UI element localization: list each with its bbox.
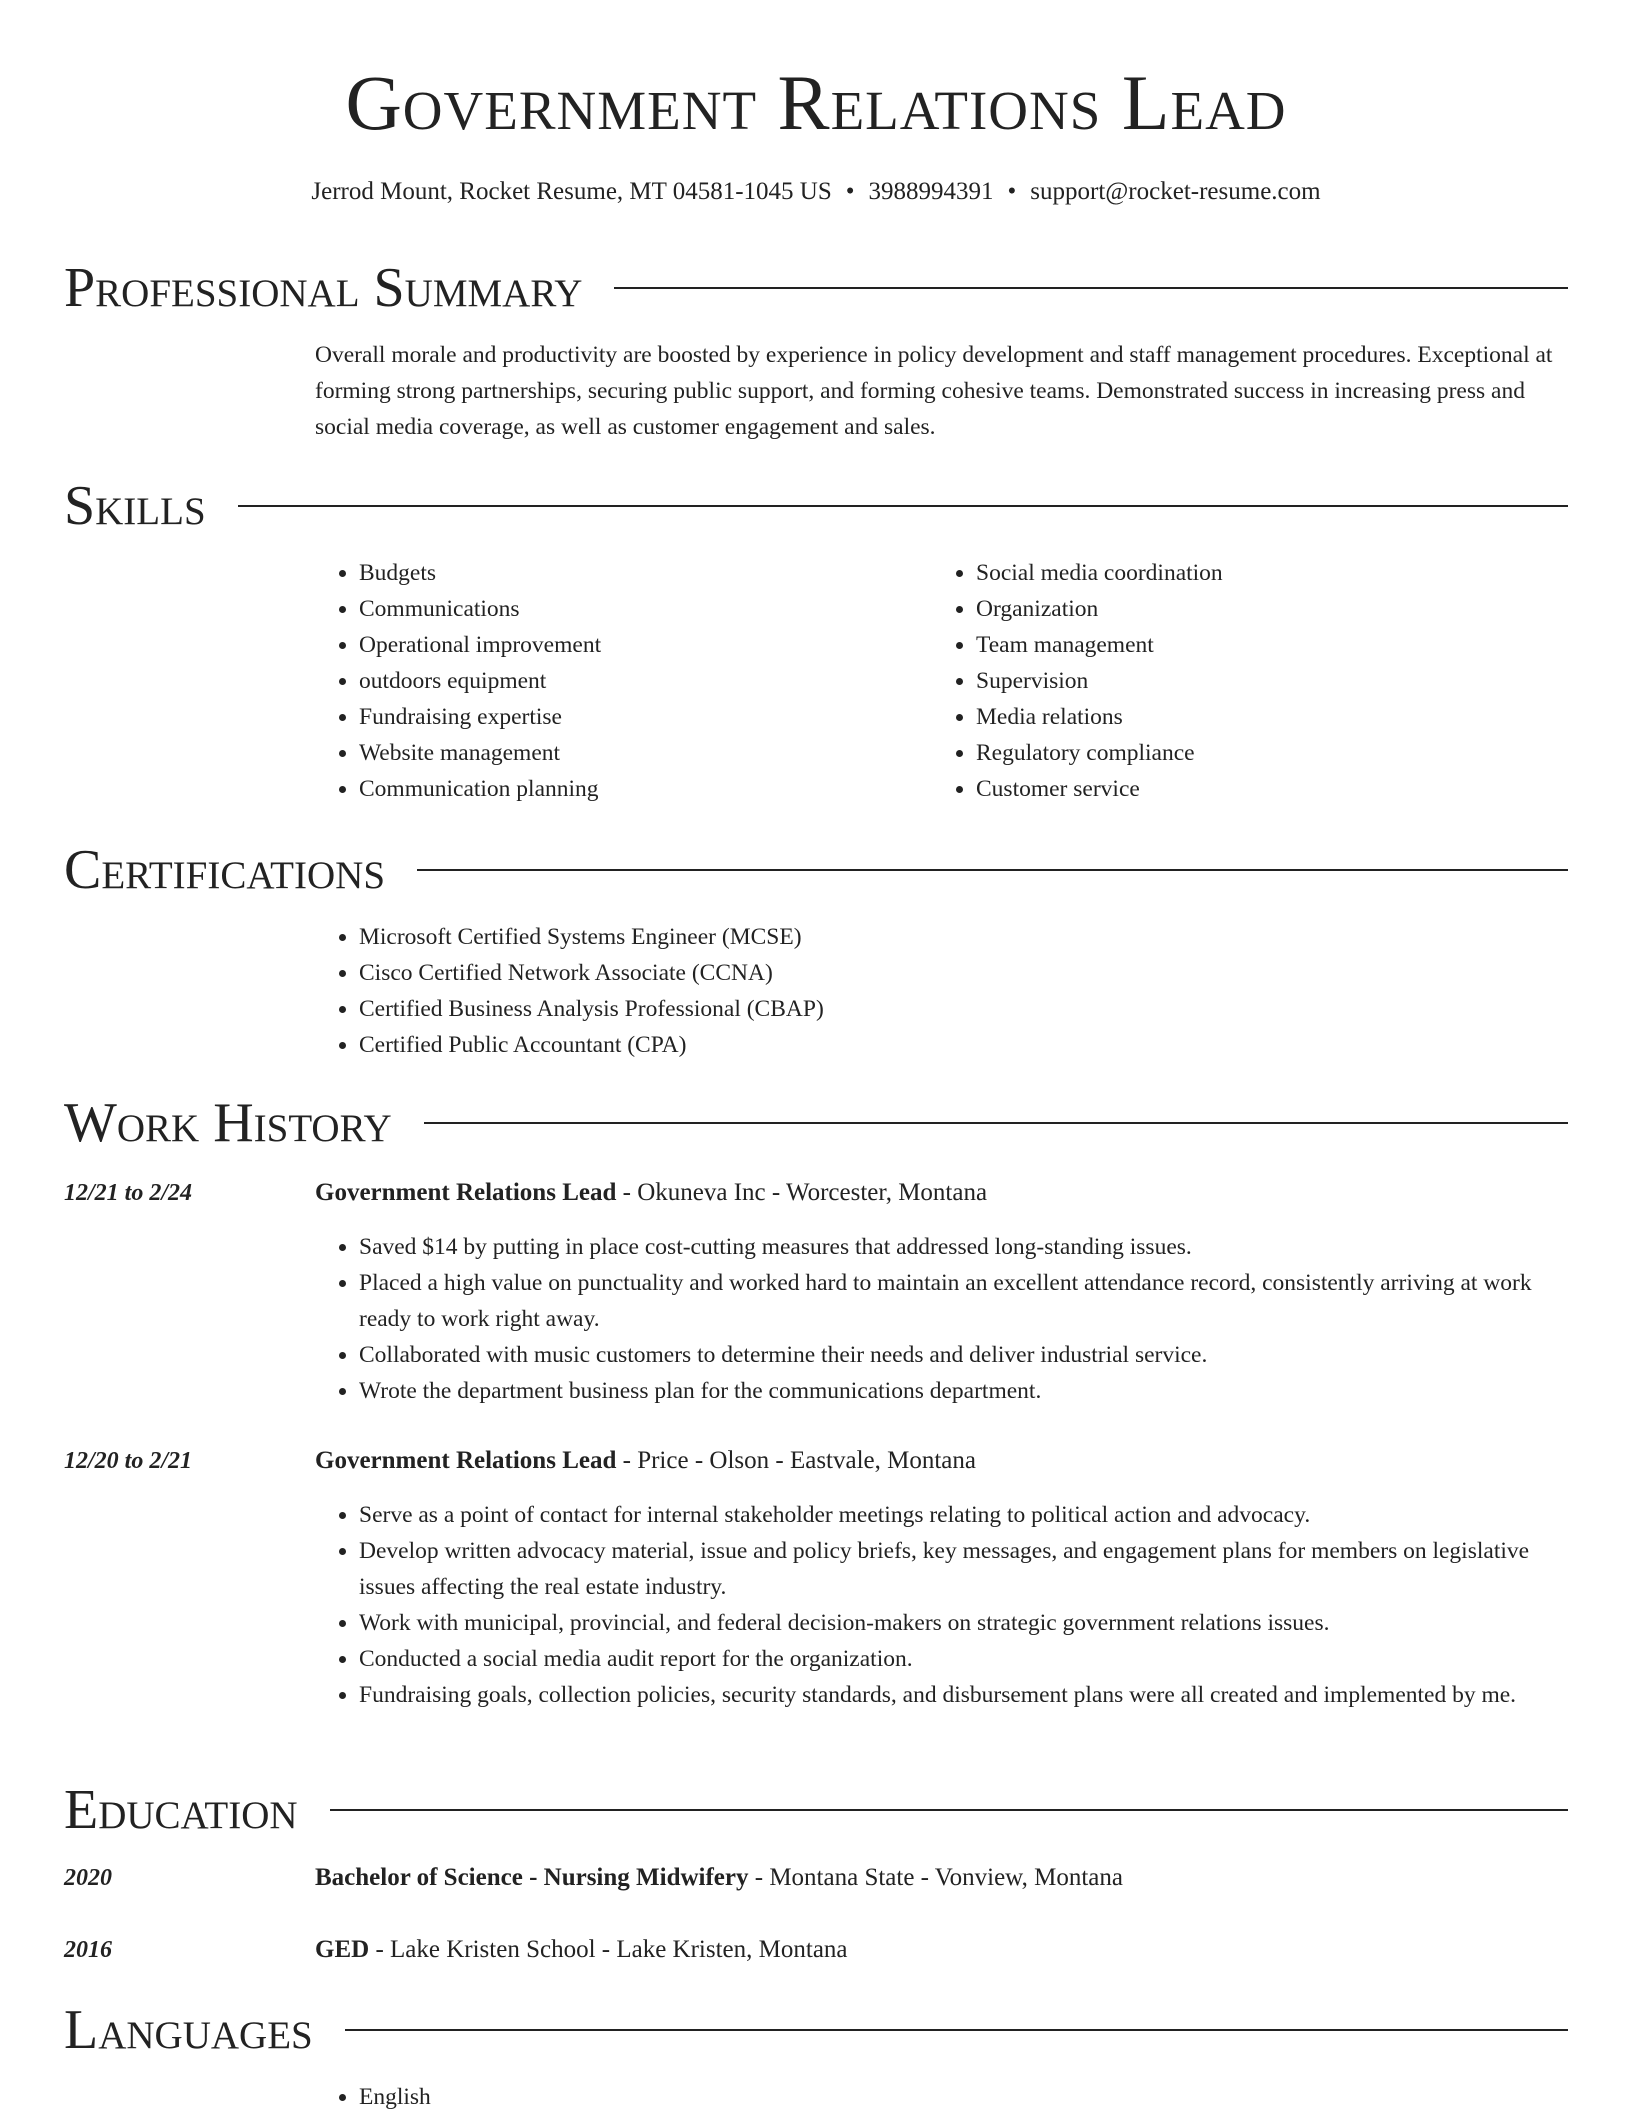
list-item: • Collaborated with music customers to determine their needs and deliver industrial service. [359,1337,1570,1373]
contact-email: support@rocket-resume.com [1030,178,1321,205]
skills-list [315,555,1570,807]
list-item: • Wrote the department business plan for the communications department. [359,1373,1570,1409]
summary-text: Overall morale and productivity are boosted by experience in policy development and staff management procedures. Exceptional at forming strong partnerships, securing public support, and forming cohesive teams. Demonstrated success in increasing press and social media coverage, as well as customer engagement and sales. [315,342,1553,440]
section-title: Skills [64,475,206,537]
list-item: • Website management [359,735,932,771]
list-item: • Budgets [359,555,932,591]
job-title: Government Relations Lead [315,1447,617,1474]
job-company: - Okuneva Inc - Worcester, Montana [622,1179,988,1206]
section-divider [417,869,1568,871]
job-bullets [315,1497,1570,1713]
job-title-line [315,1175,987,1211]
list-item: • Social media coordination [976,555,1549,591]
list-item: • Certified Public Accountant (CPA) [359,1027,1570,1063]
list-item: • Fundraising expertise [359,699,932,735]
education-school: - Montana State - Vonview, Montana [754,1864,1123,1891]
skills-column-left [315,555,932,807]
education-year: 2020 [64,1865,112,1891]
list-item: • Supervision [976,663,1549,699]
section-divider [345,2029,1568,2031]
section-header-work-history [64,1088,1568,1158]
section-header-summary [64,253,1568,323]
section-title: Professional Summary [64,257,583,319]
list-item: • Communications [359,591,932,627]
list-item: • outdoors equipment [359,663,932,699]
job-title-line [315,1443,976,1479]
list-item: • Customer service [976,771,1549,807]
job-dates: 12/21 to 2/24 [64,1180,193,1206]
section-header-education [64,1775,1568,1845]
list-item: • Fundraising goals, collection policies, security standards, and disbursement plans were all created and implemented by me. [359,1677,1570,1713]
list-item: • Develop written advocacy material, issue and policy briefs, key messages, and engagement plans for members on legislative issues affecting the real estate industry. [359,1533,1570,1605]
list-item: • Communication planning [359,771,932,807]
list-item: • Saved $14 by putting in place cost-cutting measures that addressed long-standing issues. [359,1229,1570,1265]
list-item: • Conducted a social media audit report for the organization. [359,1641,1570,1677]
job-bullets [315,1229,1570,1409]
education-entry [315,1860,1123,1896]
languages-list [315,2079,1570,2115]
list-item: • Regulatory compliance [976,735,1549,771]
education-degree: GED [315,1936,370,1963]
list-item: • Organization [976,591,1549,627]
list-item: • Operational improvement [359,627,932,663]
contact-separator: • [1007,178,1017,205]
section-divider [238,505,1568,507]
education-degree: Bachelor of Science - Nursing Midwifery [315,1864,749,1891]
list-item: • Certified Business Analysis Professional (CBAP) [359,991,1570,1027]
section-divider [614,287,1568,289]
list-item: • Media relations [976,699,1549,735]
list-item: • Serve as a point of contact for internal stakeholder meetings relating to political action and advocacy. [359,1497,1570,1533]
education-school: - Lake Kristen School - Lake Kristen, Montana [375,1936,848,1963]
job-title: Government Relations Lead [315,1179,617,1206]
list-item: • Placed a high value on punctuality and worked hard to maintain an excellent attendance record, consistently arriving at work ready to work right away. [359,1265,1570,1337]
section-title: Education [64,1779,298,1841]
list-item: • Cisco Certified Network Associate (CCNA) [359,955,1570,991]
section-header-languages [64,1995,1568,2065]
list-item: • Work with municipal, provincial, and federal decision-makers on strategic government relations issues. [359,1605,1570,1641]
section-divider [330,1809,1568,1811]
contact-phone: 3988994391 [868,178,994,205]
list-item: • English [359,2079,1570,2115]
section-header-skills [64,471,1568,541]
contact-separator: • [845,178,855,205]
certifications-list [315,919,1570,1063]
list-item: • Microsoft Certified Systems Engineer (MCSE) [359,919,1570,955]
section-header-certifications [64,835,1568,905]
contact-address: Jerrod Mount, Rocket Resume, MT 04581-1045 US [311,178,832,205]
job-company: - Price - Olson - Eastvale, Montana [622,1447,976,1474]
resume-title: Government Relations Lead [345,59,1287,146]
section-title: Work History [64,1092,392,1154]
section-title: Languages [64,1999,313,2061]
contact-line [0,174,1632,210]
education-entry [315,1932,848,1968]
education-year: 2016 [64,1937,112,1963]
skills-column-right [932,555,1549,807]
list-item: • Team management [976,627,1549,663]
job-dates: 12/20 to 2/21 [64,1448,193,1474]
section-divider [424,1122,1568,1124]
section-title: Certifications [64,839,386,901]
